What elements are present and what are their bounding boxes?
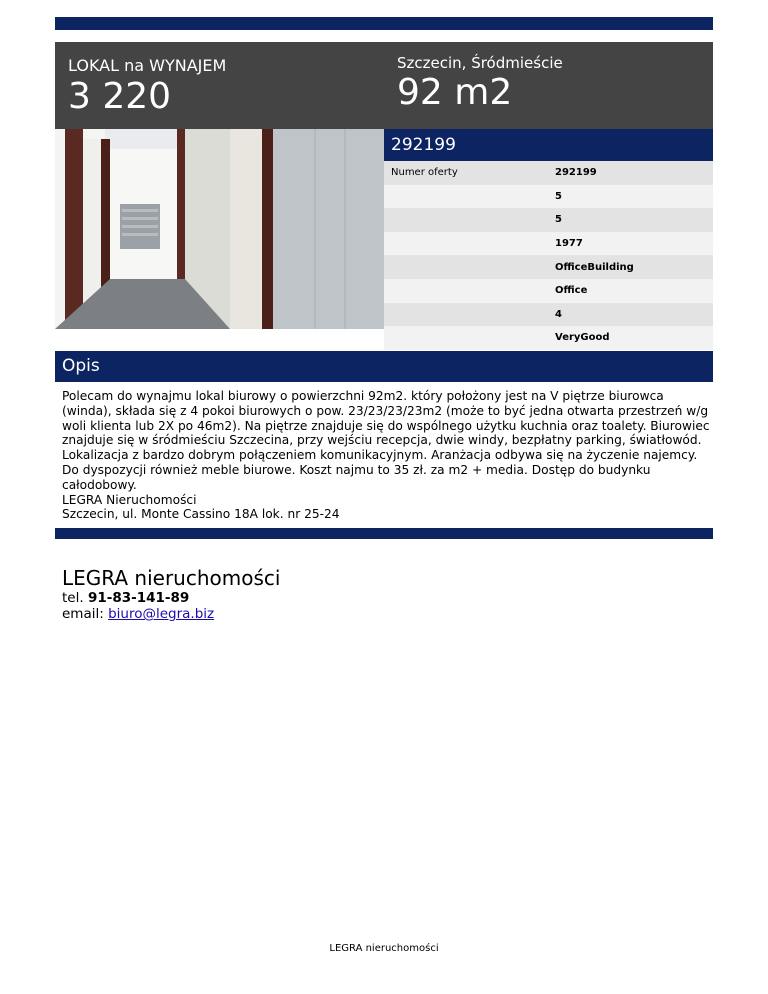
email-line: [62, 606, 280, 622]
listing-header: [55, 42, 713, 129]
details-value: 5: [555, 214, 562, 226]
details-value: 5: [555, 190, 562, 202]
email-link[interactable]: biuro@legra.biz: [108, 606, 215, 622]
bottom-accent-bar: [55, 528, 713, 539]
details-row: [384, 208, 713, 232]
phone-number: 91-83-141-89: [87, 590, 190, 606]
details-value: VeryGood: [555, 332, 610, 344]
details-row: [384, 279, 713, 303]
description-address: Szczecin, ul. Monte Cassino 18A lok. nr 25-24: [62, 507, 340, 522]
details-row: [384, 255, 713, 279]
details-row: [384, 185, 713, 209]
top-accent-bar: [55, 17, 713, 30]
description-header: [55, 351, 713, 382]
description-body: Polecam do wynajmu lokal biurowy o powierzchni 92m2. który położony jest na V piętrze biurowca (winda), składa się z 4 pokoi biurowych o pow. 23/23/23/23m2 (może to być jedna otwarta przestrzeń w/g woli klienta lub 2X po 46m2). Na piętrze znajduje się do wspólnego użytku kuchnia oraz toalety. Biurowiec znajduje się w śródmieściu Szczecina, przy wejściu recepcja, dwie windy, bezpłatny parking, światłowód. Lokalizacja z bardzo dobrym połączeniem komunikacyjnym. Aranżacja odbywa się na życzenie najemcy. Do dyspozycji również meble biurowe. Koszt najmu to 35 zł. za m2 + media. Dostęp do budynku całodobowy.: [62, 389, 710, 492]
email-label: email:: [62, 606, 104, 622]
details-label: Numer oferty: [391, 167, 458, 179]
listing-type: LOKAL na WYNAJEM: [68, 56, 227, 75]
phone-label: tel.: [62, 590, 84, 606]
details-row: [384, 232, 713, 256]
agency-name: LEGRA nieruchomości: [62, 566, 281, 590]
property-photo: [55, 129, 384, 329]
description-text: [62, 389, 710, 522]
listing-area: 92 m2: [397, 72, 513, 113]
details-row: [384, 326, 713, 350]
page-footer: LEGRA nieruchomości: [329, 943, 439, 954]
details-value: 4: [555, 308, 562, 320]
listing-id-bar: [384, 129, 713, 161]
description-agency: LEGRA Nieruchomości: [62, 492, 197, 507]
contact-block: [62, 566, 280, 622]
details-value: OfficeBuilding: [555, 261, 634, 273]
details-table: [384, 161, 713, 350]
details-row: [384, 161, 713, 185]
listing-location: Szczecin, Śródmieście: [397, 54, 563, 72]
description-title: Opis: [62, 356, 100, 376]
listing-price: 3 220: [68, 76, 172, 117]
details-row: [384, 303, 713, 327]
phone-line: [62, 590, 280, 606]
details-value: 292199: [555, 167, 597, 179]
details-value: Office: [555, 285, 588, 297]
listing-id: 292199: [391, 135, 456, 155]
details-value: 1977: [555, 238, 583, 250]
